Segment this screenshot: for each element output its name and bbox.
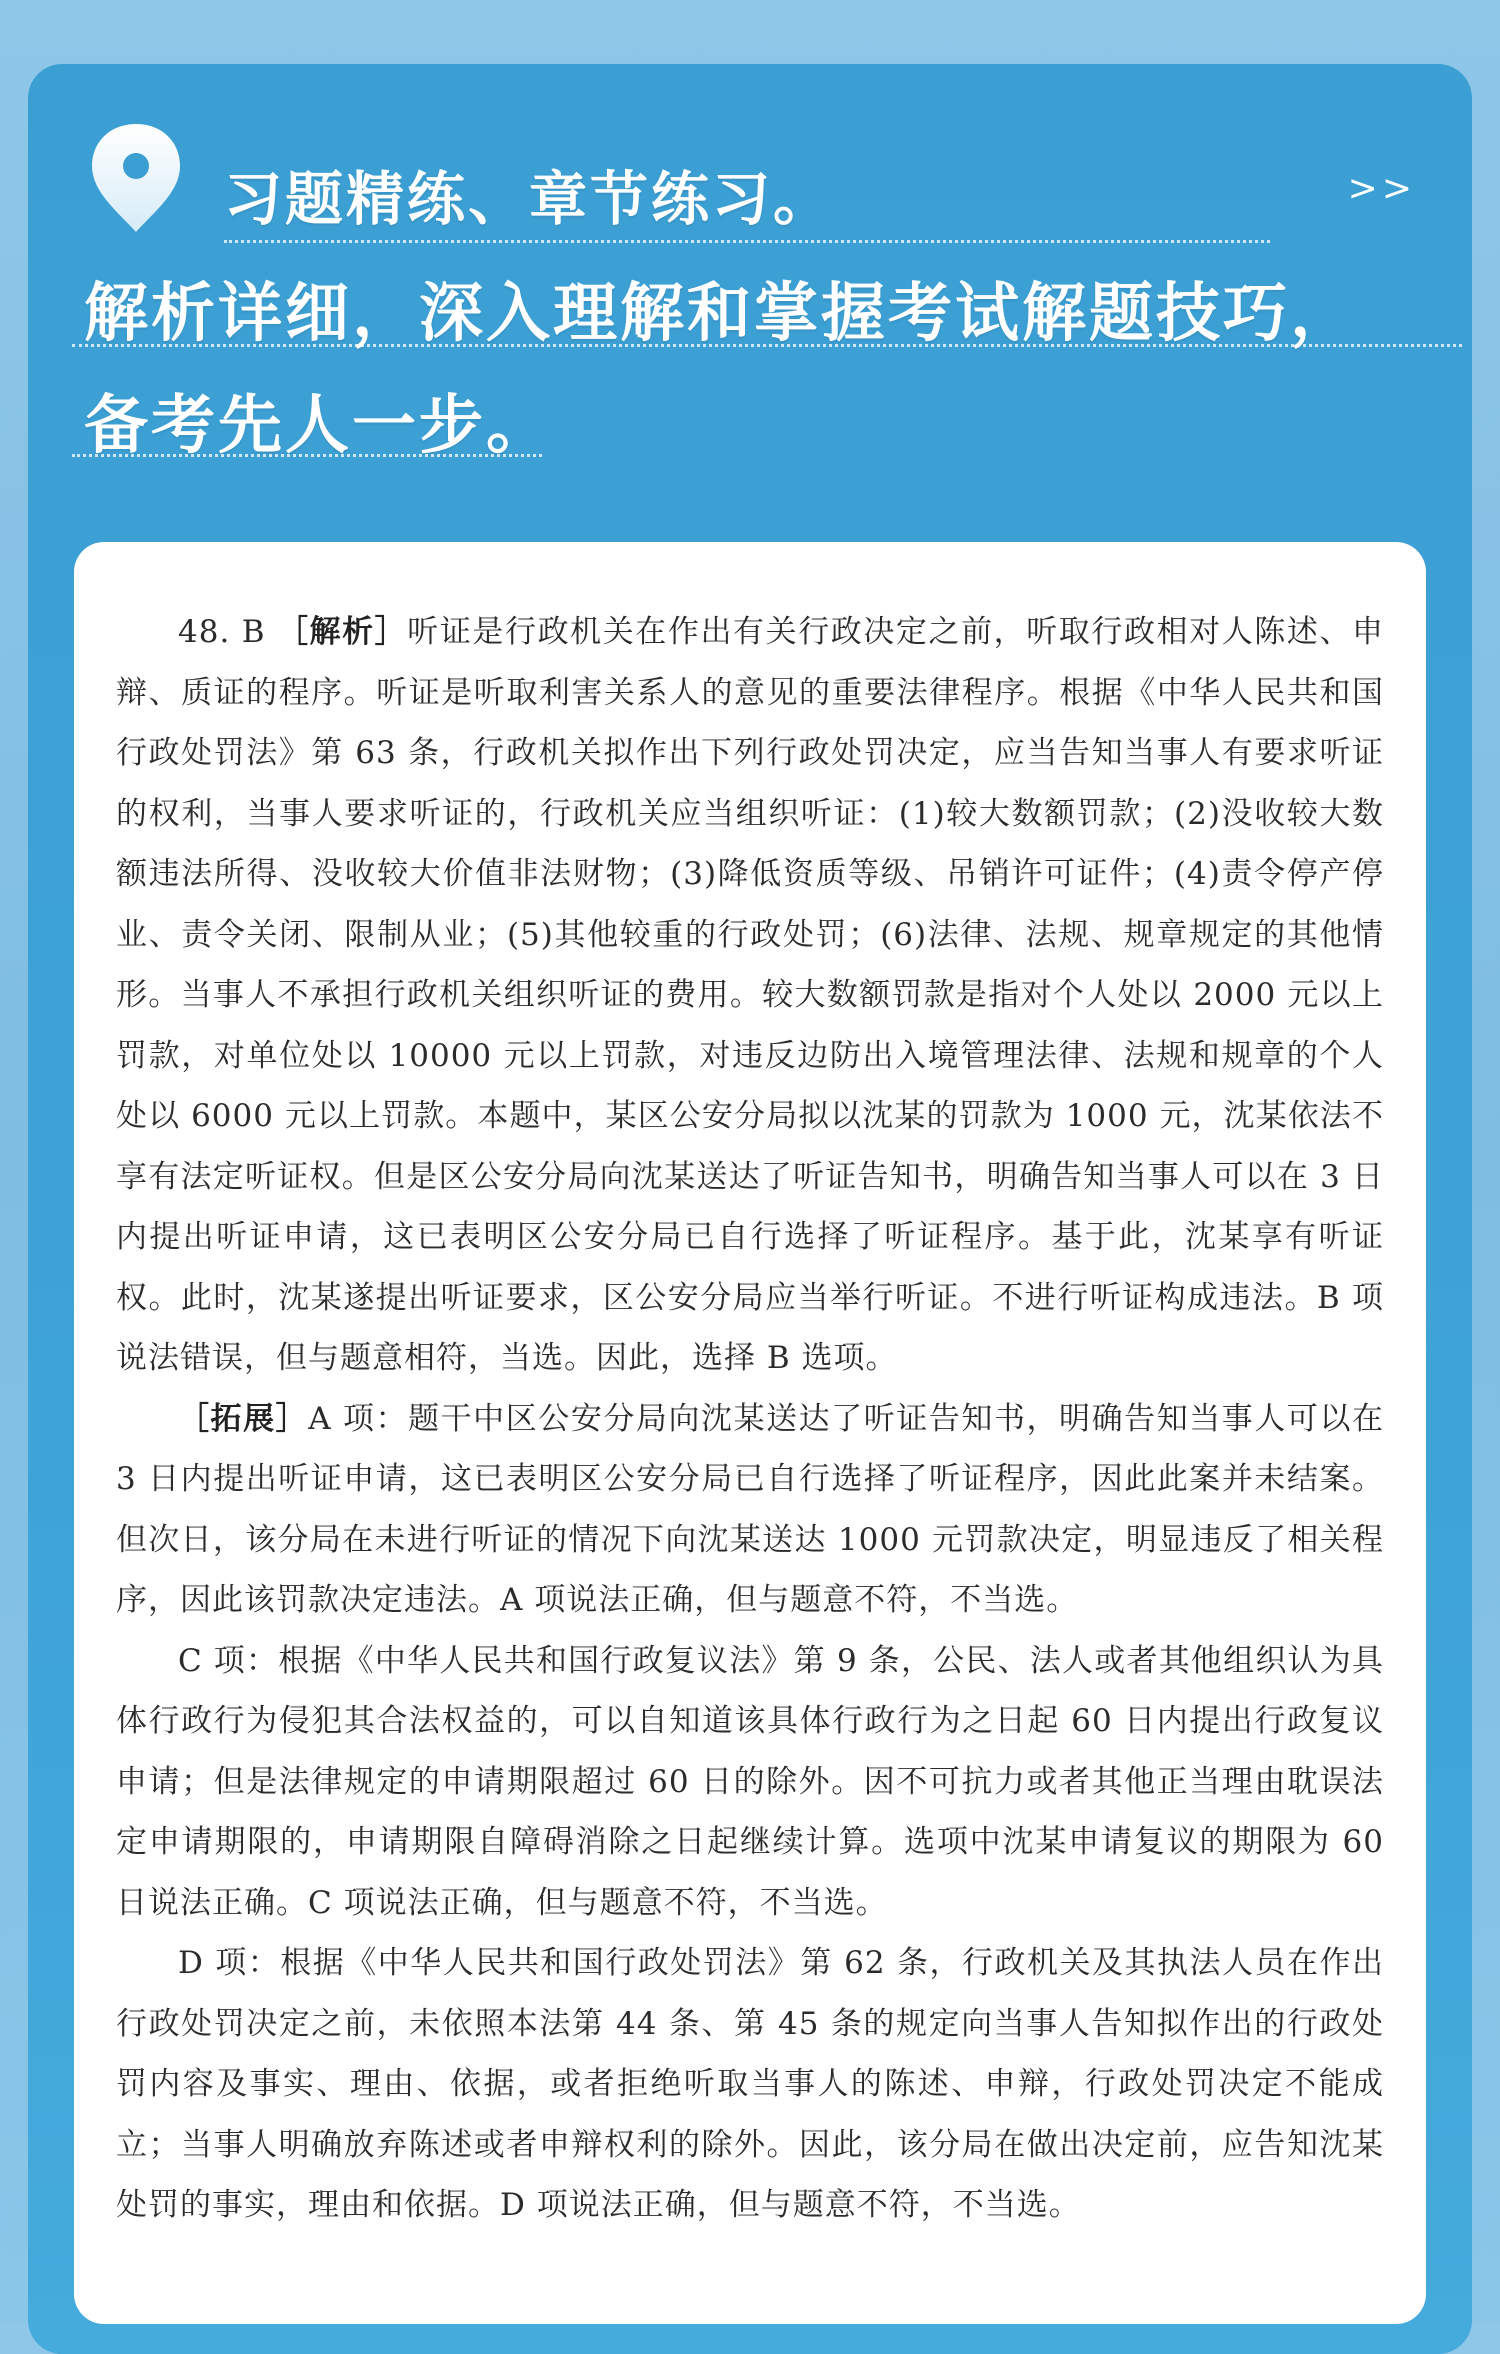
dotted-divider bbox=[72, 344, 1462, 347]
analysis-tag: ［解析］ bbox=[276, 614, 408, 650]
header-line-1: 习题精练、章节练习。 bbox=[224, 165, 835, 233]
dotted-divider bbox=[72, 454, 542, 457]
answer-number: 48. B bbox=[178, 614, 266, 650]
extension-paragraph bbox=[116, 1389, 1384, 1631]
answer-card bbox=[74, 542, 1426, 2324]
extension-tag: ［拓展］ bbox=[178, 1400, 309, 1437]
extension-text: A 项：题干中区公安分局向沈某送达了听证告知书，明确告知当事人可以在 3 日内提出听证申请，这已表明区公安分局已自行选择了听证程序，因此此案并未结案。但次日，该分局在未进行听证的情况下向沈某送达 1000 元罚款决定，明显违反了相关程序，因此该罚款决定违法。A 项说法正确，但与题意不符，不当选。 bbox=[116, 1400, 1384, 1618]
option-c-paragraph: C 项：根据《中华人民共和国行政复议法》第 9 条，公民、法人或者其他组织认为具体行政行为侵犯其合法权益的，可以自知道该具体行政行为之日起 60 日内提出行政复议申请；但是法律规定的申请期限超过 60 日的除外。因不可抗力或者其他正当理由耽误法定申请期限的，申请期限自障碍消除之日起继续计算。选项中沈某申请复议的期限为 60 日说法正确。C 项说法正确，但与题意不符，不当选。 bbox=[116, 1642, 1384, 1921]
analysis-text: 听证是行政机关在作出有关行政决定之前，听取行政相对人陈述、申辩、质证的程序。听证是听取利害关系人的意见的重要法律程序。根据《中华人民共和国行政处罚法》第 63 条，行政机关拟作出下列行政处罚决定，应当告知当事人有要求听证的权利，当事人要求听证的，行政机关应当组织听证：(1)较大数额罚款；(2)没收较大数额违法所得、没收较大价值非法财物；(3)降低资质等级、吊销许可证件；(4)责令停产停业、责令关闭、限制从业；(5)其他较重的行政处罚；(6)法律、法规、规章规定的其他情形。当事人不承担行政机关组织听证的费用。较大数额罚款是指对个人处以 2000 元以上罚款，对单位处以 10000 元以上罚款，对违反边防出入境管理法律、法规和规章的个人处以 6000 元以上罚款。本题中，某区公安分局拟以沈某的罚款为 1000 元，沈某依法不享有法定听证权。但是区公安分局向沈某送达了听证告知书，明确告知当事人可以在 3 日内提出听证申请，这已表明区公安分局已自行选择了听证程序。基于此，沈某享有听证权。此时，沈某遂提出听证要求，区公安分局应当举行听证。不进行听证构成违法。B 项说法错误，但与题意相符，当选。因此，选择 B 选项。 bbox=[116, 614, 1385, 1376]
option-d-paragraph: D 项：根据《中华人民共和国行政处罚法》第 62 条，行政机关及其执法人员在作出行政处罚决定之前，未依照本法第 44 条、第 45 条的规定向当事人告知拟作出的行政处罚内容及事实、理由、依据，或者拒绝听取当事人的陈述、申辩，行政处罚决定不能成立；当事人明确放弃陈述或者申辩权利的除外。因此，该分局在做出决定前，应告知沈某处罚的事实，理由和依据。D 项说法正确，但与题意不符，不当选。 bbox=[116, 1945, 1384, 2223]
header-line-3: 备考先人一步。 bbox=[84, 389, 553, 463]
analysis-paragraph bbox=[116, 602, 1384, 1389]
dotted-divider bbox=[224, 240, 1270, 243]
more-arrows-icon[interactable]: >> bbox=[1347, 168, 1416, 209]
header-panel bbox=[28, 64, 1472, 2354]
location-pin-icon bbox=[88, 120, 184, 236]
header-line-2: 解析详细，深入理解和掌握考试解题技巧， bbox=[84, 277, 1357, 351]
